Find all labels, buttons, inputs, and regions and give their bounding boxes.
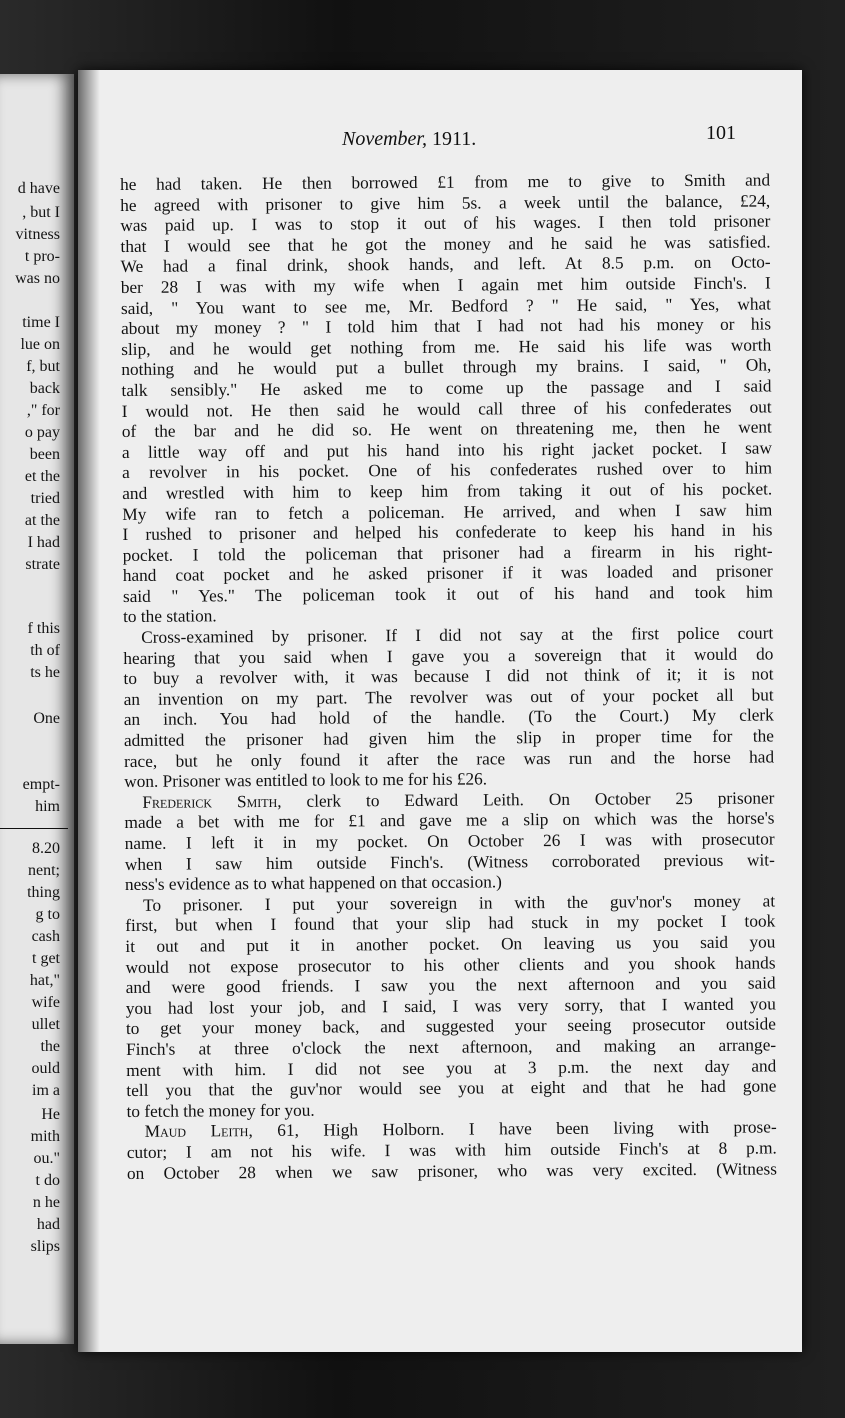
- facing-page-line: One: [33, 710, 60, 727]
- gutter-shadow: [78, 70, 100, 1352]
- text-line: was paid up. I was to stop it out of his wages. I then told prisoner: [120, 211, 771, 236]
- text-line: he agreed with prisoner to give him 5s. a week until the balance, £24,: [120, 191, 771, 215]
- facing-page-line: lue on: [20, 336, 60, 353]
- facing-page-line: wife: [31, 994, 60, 1011]
- facing-page-line: et the: [24, 468, 60, 485]
- facing-page-line: time I: [22, 314, 60, 331]
- facing-page-line: f, but: [26, 358, 60, 375]
- text-line: and wrestled with him to keep him from taking it out of his pocket.: [122, 479, 773, 503]
- facing-page-line: t pro-: [24, 248, 60, 265]
- facing-page-line: had: [36, 1216, 60, 1233]
- facing-page-line: I had: [27, 534, 60, 551]
- facing-page-line: g to: [35, 906, 60, 923]
- text-line: when I saw him outside Finch's. (Witness corroborated previous wit-: [124, 850, 775, 874]
- text-line: an invention on my part. The revolver was out of your pocket all but: [123, 685, 774, 709]
- text-line: slip, and he would get nothing from me. He said his life was worth: [121, 335, 772, 359]
- facing-page-line: ts he: [30, 664, 60, 681]
- text-line: nothing and he would put a bullet through my brains. I said, " Oh,: [121, 355, 772, 380]
- text-line: Finch's at three o'clock the next afternoon, and making an arrange-: [126, 1035, 777, 1059]
- facing-page-line: o pay: [24, 424, 60, 441]
- text-line: cutor; I am not his wife. I was with him outside Finch's at 8 p.m.: [126, 1138, 777, 1162]
- facing-page-line: ou.": [33, 1150, 60, 1167]
- facing-page-line: t do: [35, 1172, 60, 1189]
- facing-page-line: empt-: [22, 776, 60, 793]
- text-line-content: clerk to Edward Leith. On October 25 prisoner: [281, 788, 775, 811]
- facing-page-line: back: [29, 380, 60, 397]
- facing-page-line: ullet: [31, 1016, 60, 1033]
- facing-page-line: th of: [30, 642, 60, 659]
- text-line: ment with him. I did not see you at 3 p.m. the next day and: [126, 1055, 777, 1080]
- text-line: he had taken. He then borrowed £1 from me to give to Smith and: [120, 170, 771, 194]
- facing-page-line: im a: [32, 1082, 60, 1099]
- text-line: to buy a revolver with, it was because I did not think of it; it is not: [123, 664, 774, 689]
- text-line: hand coat pocket and he asked prisoner if it was loaded and prisoner: [122, 561, 773, 586]
- text-line: would not expose prosecutor to his other clients and you shook hands: [125, 953, 776, 977]
- book-page: [78, 70, 802, 1352]
- text-line: and were good friends. I saw you the next afternoon and you said: [125, 973, 776, 998]
- text-line: won. Prisoner was entitled to look to me for his £26.: [124, 769, 488, 792]
- facing-page-line: 8.20: [32, 840, 60, 857]
- facing-page-line: him: [35, 798, 60, 815]
- facing-page-line: at the: [24, 512, 60, 529]
- facing-page-line: hat,": [29, 972, 60, 989]
- text-line: admitted the prisoner had given him the slip in proper time for the: [123, 726, 774, 751]
- text-line: I rushed to prisoner and helped his confederate to keep his hand in his: [122, 520, 773, 545]
- text-line: To prisoner. I put your sovereign in with the guv'nor's money at: [143, 891, 776, 915]
- text-line: to get your money back, and suggested your seeing prosecutor outside: [125, 1014, 777, 1039]
- facing-page-line: the: [40, 1038, 60, 1055]
- witness-name: Frederick Smith,: [142, 791, 282, 812]
- facing-page-line: tried: [30, 490, 60, 507]
- text-line: on October 28 when we saw prisoner, who was very excited. (Witness: [126, 1158, 778, 1183]
- witness-name: Maud Leith,: [144, 1121, 253, 1142]
- facing-page-line: n he: [32, 1194, 60, 1211]
- section-rule: [0, 828, 68, 829]
- facing-page-line: strate: [25, 556, 60, 573]
- facing-page-line: been: [29, 446, 60, 463]
- facing-page-line: cash: [31, 928, 60, 945]
- text-line: it out and put it in another pocket. On leaving us you said you: [125, 932, 776, 956]
- text-line-content: 61, High Holborn. I have been living with prose-: [252, 1117, 777, 1141]
- text-line: to the station.: [123, 606, 217, 627]
- facing-page-fragment: [0, 74, 74, 1344]
- text-line: race, but he only found it after the race was run and the horse had: [124, 747, 775, 771]
- text-line: hearing that you said when I gave you a sovereign that it would do: [123, 644, 774, 668]
- facing-page-line: thing: [27, 884, 60, 901]
- facing-page-line: mith: [30, 1128, 60, 1145]
- text-line: We had a final drink, shook hands, and left. At 8.5 p.m. on Octo-: [120, 252, 771, 277]
- text-line: I would not. He then said he would call three of his confederates out: [121, 396, 772, 421]
- facing-page-line: ," for: [26, 402, 60, 419]
- running-head-year: 1911.: [431, 128, 477, 150]
- facing-page-line: vitness: [15, 226, 60, 243]
- text-line: that I would see that he got the money and he said he was satisfied.: [120, 232, 771, 256]
- facing-page-line: He: [41, 1106, 60, 1123]
- facing-page-line: d have: [17, 180, 60, 197]
- text-line: a little way off and put his hand into his right jacket pocket. I saw: [121, 438, 772, 462]
- text-line: said, " You want to see me, Mr. Bedford ? " He said, " Yes, what: [120, 294, 771, 318]
- text-line: My wife ran to fetch a policeman. He arrived, and when I saw him: [122, 499, 773, 524]
- facing-page-line: t get: [32, 950, 60, 967]
- facing-page-line: , but I: [22, 204, 60, 221]
- running-head: [342, 128, 476, 151]
- text-line: tell you that the guv'nor would see you at eight and that he had gone: [126, 1076, 777, 1101]
- text-line: said " Yes." The policeman took it out of his hand and took him: [122, 582, 773, 606]
- facing-page-line: nent;: [28, 862, 60, 879]
- text-line: first, but when I found that your slip had stuck in my pocket I took: [125, 911, 776, 936]
- text-line: made a bet with me for £1 and gave me a slip on which was the horse's: [124, 808, 775, 833]
- text-line: to fetch the money for you.: [126, 1100, 315, 1121]
- text-line: name. I left it in my pocket. On October 26 I was with prosecutor: [124, 829, 775, 853]
- facing-page-line: f this: [27, 620, 60, 637]
- text-line: an inch. You had hold of the handle. (To the Court.) My clerk: [123, 705, 774, 730]
- text-line: of the bar and he did so. He went on threatening me, then he went: [121, 417, 772, 442]
- facing-page-line: ould: [31, 1060, 60, 1077]
- page-number: 101: [706, 122, 736, 144]
- text-line: a revolver in his pocket. One of his confederates rushed over to him: [122, 458, 773, 483]
- text-line: ness's evidence as to what happened on that occasion.): [124, 872, 502, 895]
- text-line: about my money ? " I told him that I had not had his money or his: [121, 314, 772, 339]
- facing-page-line: was no: [15, 270, 60, 287]
- text-line: you had lost your job, and I said, I was very sorry, that I wanted you: [125, 994, 776, 1018]
- page-body-text: [120, 170, 777, 1184]
- text-line: talk sensibly." He asked me to come up the passage and I said: [121, 376, 772, 400]
- running-head-month: November,: [342, 128, 427, 150]
- text-line: ber 28 I was with my wife when I again met him outside Finch's. I: [120, 273, 771, 297]
- facing-page-line: slips: [30, 1238, 60, 1255]
- text-line: pocket. I told the policeman that prisoner had a firearm in his right-: [122, 541, 773, 565]
- text-line: Cross-examined by prisoner. If I did not say at the first police court: [141, 623, 774, 647]
